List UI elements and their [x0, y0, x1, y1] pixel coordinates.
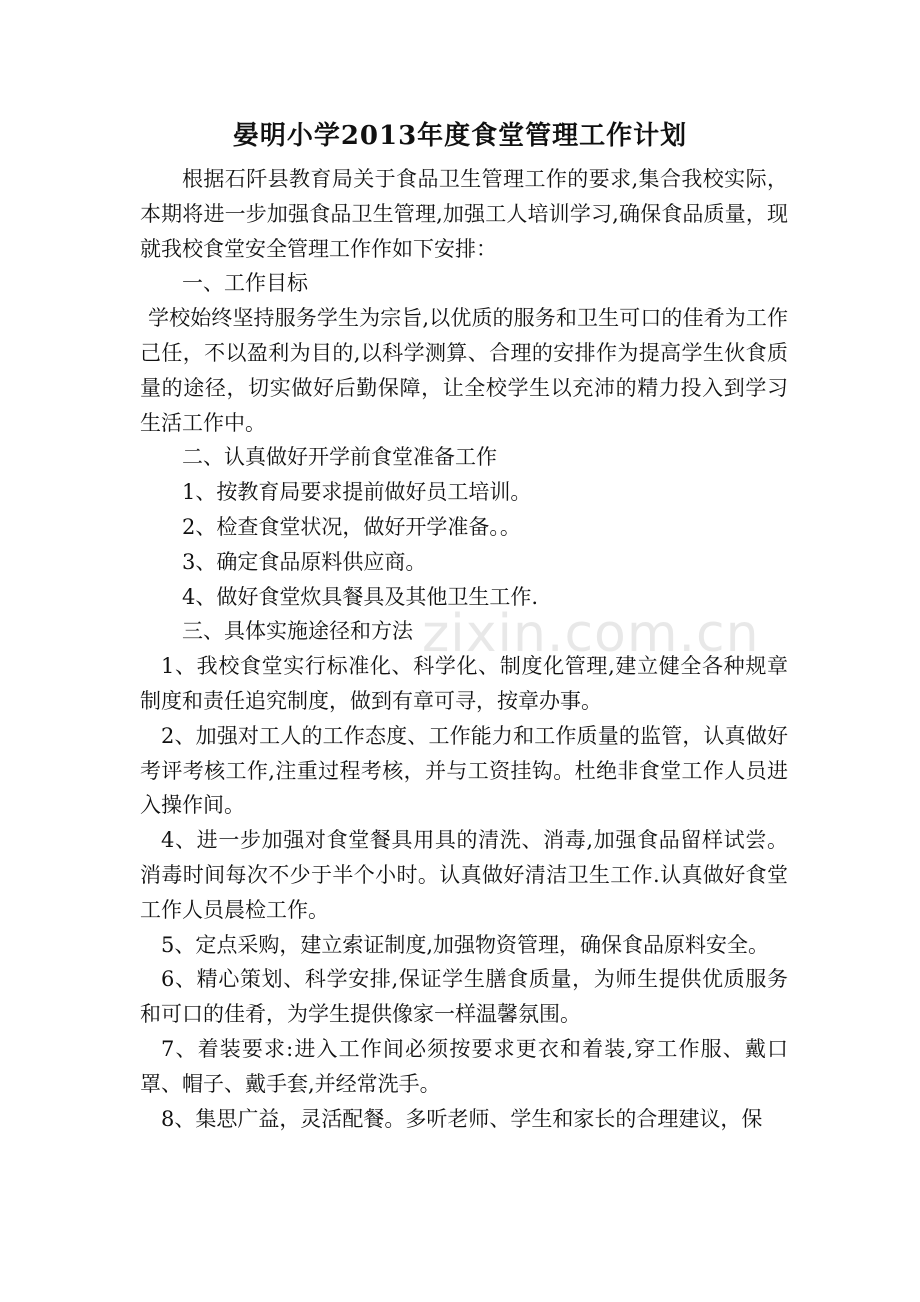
section-1-paragraph: 学校始终坚持服务学生为宗旨,以优质的服务和卫生可口的佳肴为工作己任，不以盈利为目的,以科学测算、合理的安排作为提高学生伙食质量的途径，切实做好后勤保障，让全校学生以充沛的精力投入到学习生活工作中。 [140, 306, 788, 435]
section-3-item: 7、着装要求:进入工作间必须按要求更衣和着装,穿工作服、戴口罩、帽子、戴手套,并经常洗手。 [140, 1036, 788, 1096]
section-3-item: 5、定点采购，建立索证制度,加强物资管理，确保食品原料安全。 [161, 932, 770, 957]
section-3-item: 6、精心策划、科学安排,保证学生膳食质量，为师生提供优质服务和可口的佳肴，为学生提供像家一样温馨氛围。 [140, 967, 788, 1027]
section-2-item: 1、按教育局要求提前做好员工培训。 [182, 480, 532, 505]
section-3-item: 4、进一步加强对食堂餐具用具的清洗、消毒,加强食品留样试尝。消毒时间每次不少于半个小时。认真做好清洁卫生工作.认真做好食堂工作人员晨检工作。 [140, 828, 788, 922]
section-2-item: 2、检查食堂状况，做好开学准备。。 [182, 514, 521, 539]
watermark: zixin.com.cn [422, 604, 760, 664]
section-3-heading: 三、具体实施途径和方法 [182, 619, 413, 644]
section-3-item: 1、我校食堂实行标准化、科学化、制度化管理,建立健全各种规章制度和责任追究制度，做到有章可寻，按章办事。 [140, 654, 788, 713]
section-2-heading: 二、认真做好开学前食堂准备工作 [182, 445, 497, 470]
document-title: 晏明小学2013年度食堂管理工作计划 [232, 121, 688, 151]
section-2-item: 4、做好食堂炊具餐具及其他卫生工作. [182, 584, 539, 609]
section-1-heading: 一、工作目标 [182, 271, 308, 296]
section-3-item: 8、集思广益，灵活配餐。多听老师、学生和家长的合理建议，保 [161, 1106, 763, 1131]
section-2-item: 3、确定食品原料供应商。 [182, 549, 427, 574]
intro-paragraph: 根据石阡县教育局关于食品卫生管理工作的要求,集合我校实际，本期将进一步加强食品卫生管理,加强工人培训学习,确保食品质量，现就我校食堂安全管理工作作如下安排： [140, 167, 788, 261]
section-3-item: 2、加强对工人的工作态度、工作能力和工作质量的监管，认真做好考评考核工作,注重过程考核，并与工资挂钩。杜绝非食堂工作人员进入操作间。 [140, 723, 788, 818]
